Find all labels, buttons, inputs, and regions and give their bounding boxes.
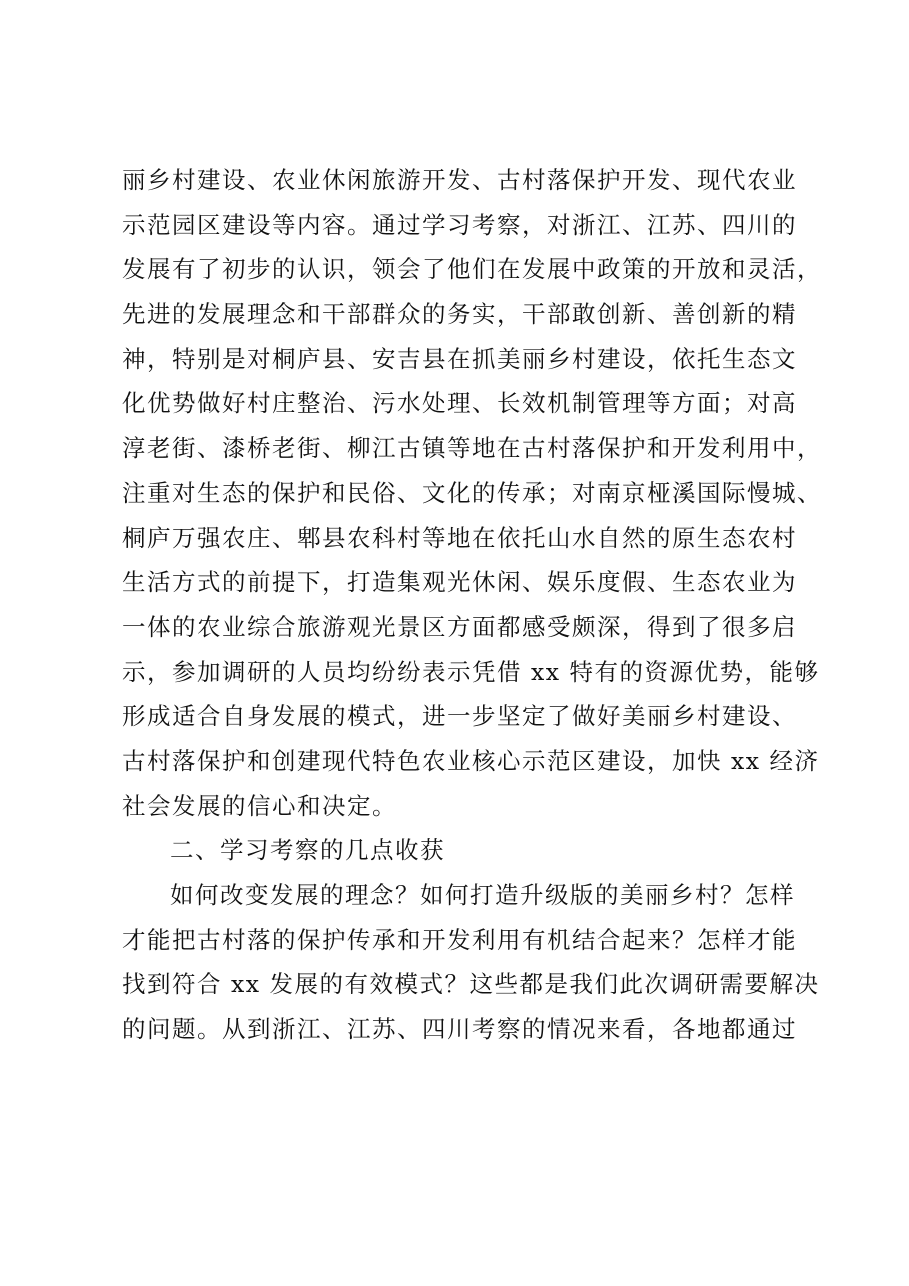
paragraph-continued [122, 158, 822, 828]
text-line: 示，参加调研的人员均纷纷表示凭借 xx 特有的资源优势，能够 [122, 657, 820, 686]
text-line: 一体的农业综合旅游观光景区方面都感受颇深，得到了很多启 [122, 612, 797, 641]
section-heading: 二、学习考察的几点收获 [170, 836, 445, 865]
text-line: 形成适合自身发展的模式，进一步坚定了做好美丽乡村建设、 [122, 702, 797, 731]
text-line: 找到符合 xx 发展的有效模式？这些都是我们此次调研需要解决 [122, 970, 820, 999]
text-line: 注重对生态的保护和民俗、文化的传承；对南京桠溪国际慢城、 [122, 478, 822, 507]
text-line: 丽乡村建设、农业休闲旅游开发、古村落保护开发、现代农业 [122, 166, 797, 194]
text-line: 才能把古村落的保护传承和开发利用有机结合起来？怎样才能 [122, 925, 797, 954]
text-line: 发展有了初步的认识，领会了他们在发展中政策的开放和灵活， [122, 255, 822, 284]
text-line: 淳老街、漆桥老街、柳江古镇等地在古村落保护和开发利用中， [122, 434, 822, 463]
text-line: 先进的发展理念和干部群众的务实，干部敢创新、善创新的精 [122, 300, 797, 329]
text-line: 桐庐万强农庄、郫县农科村等地在依托山水自然的原生态农村 [122, 523, 797, 552]
text-line: 示范园区建设等内容。通过学习考察，对浙江、江苏、四川的 [122, 210, 797, 239]
text-line: 化优势做好村庄整治、污水处理、长效机制管理等方面；对高 [122, 389, 797, 418]
text-line: 神，特别是对桐庐县、安吉县在抓美丽乡村建设，依托生态文 [122, 344, 797, 373]
paragraph-harvest [122, 873, 820, 1052]
text-line: 如何改变发展的理念？如何打造升级版的美丽乡村？怎样 [170, 881, 795, 909]
document-body [122, 158, 822, 1052]
text-line: 古村落保护和创建现代特色农业核心示范区建设，加快 xx 经济 [122, 746, 820, 775]
text-line: 生活方式的前提下，打造集观光休闲、娱乐度假、生态农业为 [122, 568, 797, 597]
text-line: 社会发展的信心和决定。 [122, 791, 397, 820]
text-line: 的问题。从到浙江、江苏、四川考察的情况来看，各地都通过 [122, 1015, 797, 1044]
